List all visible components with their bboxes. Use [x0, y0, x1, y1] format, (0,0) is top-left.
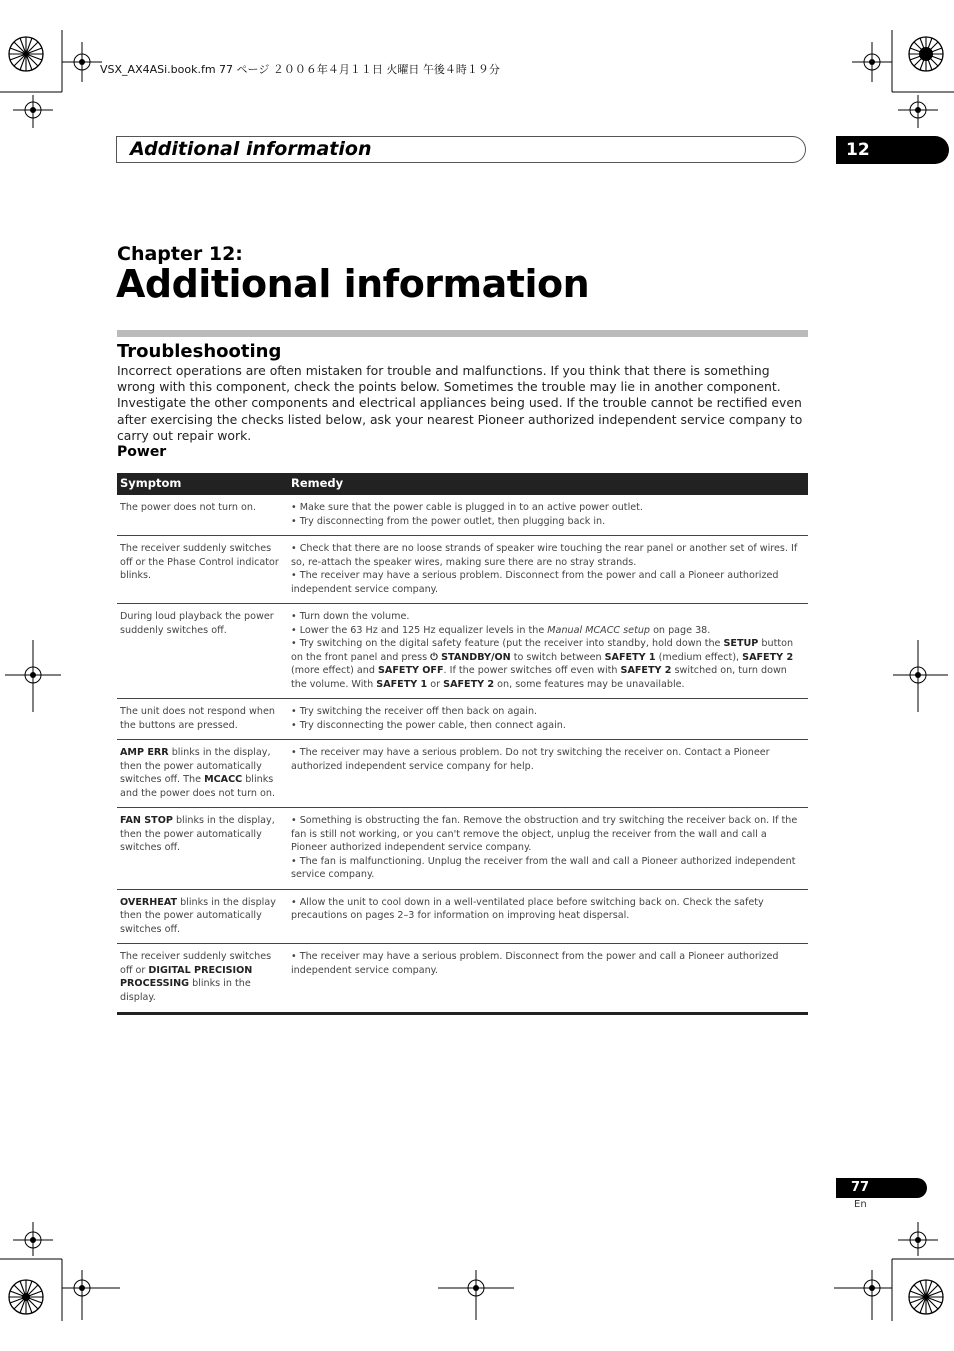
remedy-text: (medium effect), — [655, 651, 743, 663]
page-number: 77 — [836, 1178, 927, 1198]
table-row — [117, 889, 808, 944]
symptom-text: blinks in the display then the power automatically switches off. — [120, 896, 276, 935]
remedy-item — [291, 637, 804, 691]
remedy-text: • Something is obstructing the fan. Remove the obstruction and try switching the receiver back on. If the fan is still not working, or you can't remove the object, unplug the receiver from the wall and call a Pioneer authorized independent service company. — [291, 815, 798, 853]
remedy-item — [291, 814, 804, 855]
remedy-text: on page 38. — [650, 624, 711, 636]
symptom-text: blinks in the display, then the power automatically switches off. The — [120, 747, 271, 785]
remedy-text: on, some features may be unavailable. — [494, 678, 685, 690]
remedy-text: • Turn down the volume. — [291, 611, 410, 622]
remedy-item — [291, 624, 804, 638]
remedy-text: • The receiver may have a serious problem. Do not try switching the receiver on. Contact a Pioneer authorized independent service company for help. — [291, 747, 770, 772]
intro-paragraph: Incorrect operations are often mistaken for trouble and malfunctions. If you think that there is something wrong with this component, check the points below. Sometimes the trouble may lie in another component. Investigate the other components and electrical appliances being used. If the trouble cannot be rectified even after exercising the checks listed below, ask your nearest Pioneer authorized independent service company to carry out repair work. — [117, 363, 803, 443]
symptom-cell — [117, 740, 288, 808]
remedy-item — [291, 501, 804, 515]
symptom-cell — [117, 808, 288, 890]
symptom-text: DIGITAL PRECISION PROCESSING — [120, 964, 253, 989]
section-title: Troubleshooting — [117, 341, 282, 362]
remedy-item — [291, 569, 804, 596]
remedy-text: SAFETY 2 — [742, 651, 794, 663]
column-header-symptom: Symptom — [117, 473, 288, 495]
symptom-text: OVERHEAT — [120, 896, 178, 908]
remedy-text: (more effect) and — [291, 665, 378, 676]
remedy-text: SAFETY 2 — [620, 665, 672, 676]
table-body — [117, 495, 808, 1014]
remedy-cell — [288, 604, 808, 699]
remedy-text: • Try switching on the digital safety feature (put the receiver into standby, hold down the — [291, 638, 724, 649]
remedy-text: • Try disconnecting from the power outlet, then plugging back in. — [291, 515, 606, 527]
symptom-text: The power does not turn on. — [120, 502, 257, 513]
chapter-label: Chapter 12: — [117, 243, 243, 265]
remedy-item — [291, 896, 804, 923]
chapter-number-tab: 12 — [836, 136, 949, 164]
remedy-text: • Make sure that the power cable is plugged in to an active power outlet. — [291, 502, 643, 513]
table-row — [117, 699, 808, 740]
symptom-text: The receiver suddenly switches off or the Phase Control indicator blinks. — [120, 543, 279, 581]
symptom-text: The unit does not respond when the buttons are pressed. — [120, 706, 275, 731]
remedy-text: SAFETY 1 — [376, 678, 428, 690]
remedy-text: • Try switching the receiver off then back on again. — [291, 706, 538, 717]
section-divider — [117, 330, 808, 337]
remedy-text: • Try disconnecting the power cable, then connect again. — [291, 719, 566, 731]
remedy-item — [291, 542, 804, 569]
remedy-cell — [288, 536, 808, 604]
remedy-item — [291, 610, 804, 624]
remedy-text: SETUP — [723, 638, 759, 649]
remedy-text: • Lower the 63 Hz and 125 Hz equalizer levels in the — [291, 624, 548, 636]
table-row — [117, 808, 808, 890]
remedy-text: • The receiver may have a serious problem. Disconnect from the power and call a Pioneer authorized independent service company. — [291, 951, 779, 976]
remedy-text: SAFETY 1 — [604, 651, 656, 663]
remedy-cell — [288, 889, 808, 944]
remedy-text: • Check that there are no loose strands of speaker wire touching the rear panel or another set of wires. If so, re-attach the speaker wires, making sure there are no stray strands. — [291, 543, 798, 568]
remedy-text: SAFETY 2 — [443, 678, 495, 690]
subsection-title: Power — [117, 444, 167, 460]
table-row — [117, 740, 808, 808]
symptom-text: blinks and the power does not turn on. — [120, 774, 276, 799]
remedy-item — [291, 950, 804, 977]
remedy-text: . If the power switches off even with — [443, 665, 621, 676]
symptom-text: blinks in the display. — [120, 978, 251, 1003]
remedy-cell — [288, 944, 808, 1014]
remedy-text: • The receiver may have a serious problem. Disconnect from the power and call a Pioneer authorized independent service company. — [291, 570, 779, 595]
language-code: En — [854, 1199, 867, 1210]
file-meta-line: VSX_AX4ASi.book.fm 77 ページ ２００６年４月１１日 火曜日 午後４時１９分 — [100, 63, 500, 76]
remedy-cell — [288, 740, 808, 808]
remedy-text: ⏻ STANDBY/ON — [430, 651, 511, 663]
remedy-item — [291, 719, 804, 733]
symptom-cell — [117, 944, 288, 1014]
symptom-text: AMP ERR — [120, 747, 169, 758]
symptom-cell — [117, 536, 288, 604]
remedy-item — [291, 855, 804, 882]
page-title: Additional information — [116, 262, 590, 306]
table-row — [117, 495, 808, 536]
column-header-remedy: Remedy — [288, 473, 808, 495]
symptom-cell — [117, 495, 288, 536]
symptom-text: FAN STOP — [120, 815, 173, 826]
symptom-cell — [117, 889, 288, 944]
table-header-row — [117, 473, 808, 495]
symptom-text: MCACC — [204, 774, 243, 785]
symptom-cell — [117, 699, 288, 740]
table-row — [117, 536, 808, 604]
troubleshooting-table — [117, 473, 808, 1015]
running-header-title: Additional information — [130, 138, 372, 160]
table-row — [117, 604, 808, 699]
remedy-text: SAFETY OFF — [378, 665, 444, 676]
remedy-item — [291, 705, 804, 719]
remedy-item — [291, 746, 804, 773]
remedy-text: Manual MCACC setup — [547, 624, 651, 636]
remedy-text: • Allow the unit to cool down in a well-ventilated place before switching back on. Check the safety precautions on pages 2–3 for information on improving heat dispersal. — [291, 896, 764, 921]
remedy-text: button on the front panel and press — [291, 638, 794, 663]
remedy-text: or — [427, 678, 444, 690]
remedy-text: • The fan is malfunctioning. Unplug the receiver from the wall and call a Pioneer authorized independent service company. — [291, 855, 796, 880]
symptom-text: blinks in the display, then the power automatically switches off. — [120, 815, 275, 853]
remedy-cell — [288, 808, 808, 890]
remedy-text: switched on, turn down the volume. With — [291, 665, 787, 690]
symptom-text: The receiver suddenly switches off or — [120, 951, 272, 976]
remedy-cell — [288, 495, 808, 536]
remedy-cell — [288, 699, 808, 740]
table-row — [117, 944, 808, 1014]
remedy-text: to switch between — [510, 651, 605, 663]
remedy-item — [291, 515, 804, 529]
symptom-cell — [117, 604, 288, 699]
symptom-text: During loud playback the power suddenly switches off. — [120, 611, 274, 636]
